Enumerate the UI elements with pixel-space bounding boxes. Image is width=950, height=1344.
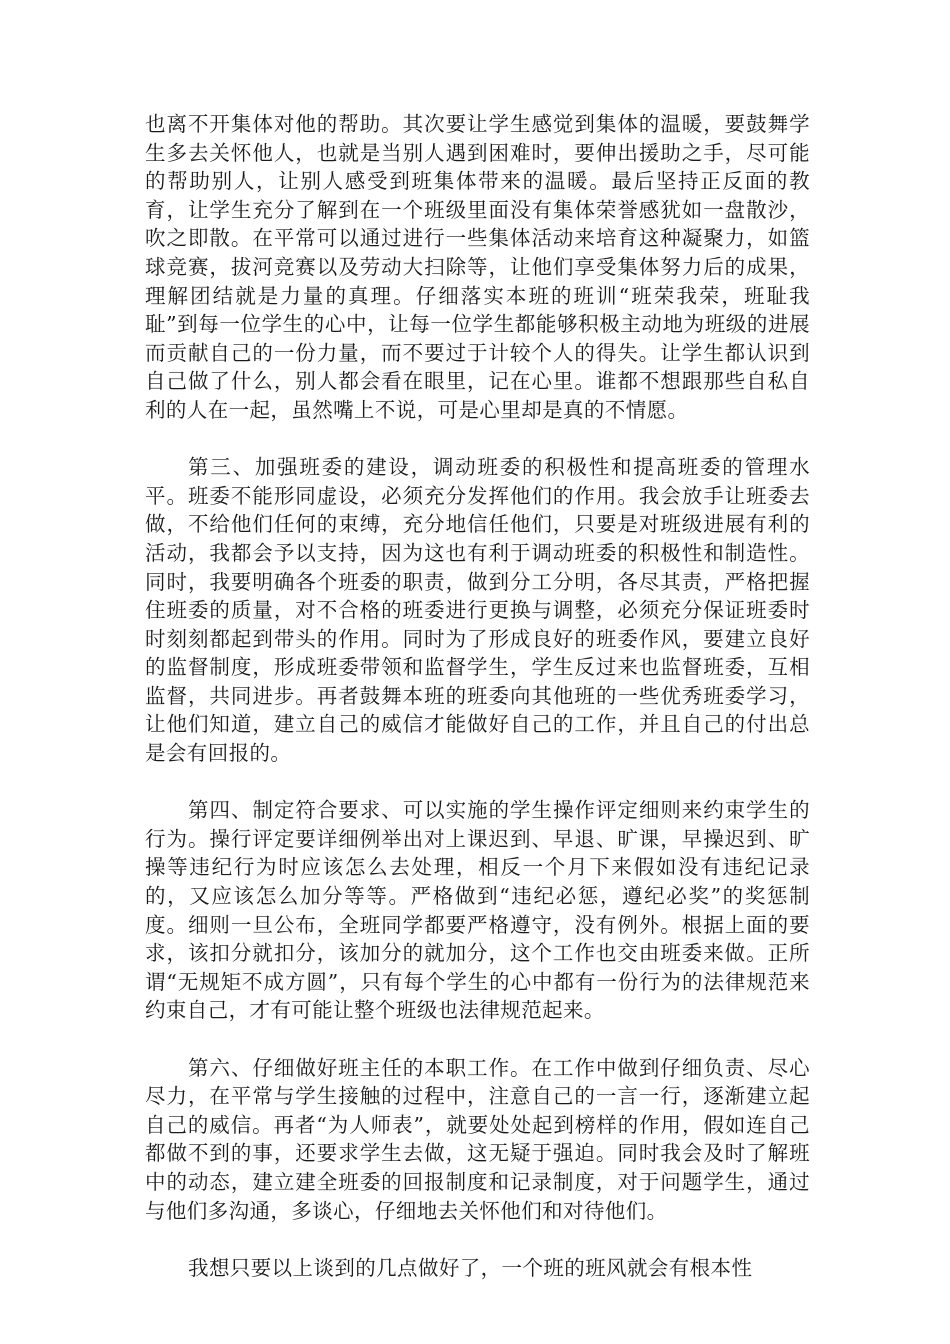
document-page [145,110,810,1311]
paragraph-point-three: 第三、加强班委的建设，调动班委的积极性和提高班委的管理水平。班委不能形同虚设，必须充分发挥他们的作用。我会放手让班委去做，不给他们任何的束缚，充分地信任他们，只要是对班级进展有利的活动，我都会予以支持，因为这也有利于调动班委的积极性和制造性。同时，我要明确各个班委的职责，做到分工分明，各尽其责，严格把握住班委的质量，对不合格的班委进行更换与调整，必须充分保证班委时时刻刻都起到带头的作用。同时为了形成良好的班委作风，要建立良好的监督制度，形成班委带领和监督学生，学生反过来也监督班委，互相监督，共同进步。再者鼓舞本班的班委向其他班的一些优秀班委学习，让他们知道，建立自己的威信才能做好自己的工作，并且自己的付出总是会有回报的。 [145,455,810,766]
paragraph-point-six: 第六、仔细做好班主任的本职工作。在工作中做到仔细负责、尽心尽力，在平常与学生接触的过程中，注意自己的一言一行，逐渐建立起自己的威信。再者“为人师表”，就要处处起到榜样的作用，假如连自己都做不到的事，还要求学生去做，这无疑于强迫。同时我会及时了解班中的动态，建立建全班委的回报制度和记录制度，对于问题学生，通过与他们多沟通，多谈心，仔细地去关怀他们和对待他们。 [145,1055,810,1223]
paragraph-continuation: 也离不开集体对他的帮助。其次要让学生感觉到集体的温暖，要鼓舞学生多去关怀他人，也就是当别人遇到困难时，要伸出援助之手，尽可能的帮助别人，让别人感受到班集体带来的温暖。最后坚持正反面的教育，让学生充分了解到在一个班级里面没有集体荣誉感犹如一盘散沙，吹之即散。在平常可以通过进行一些集体活动来培育这种凝聚力，如篮球竞赛，拔河竞赛以及劳动大扫除等，让他们享受集体努力后的成果，理解团结就是力量的真理。仔细落实本班的班训“班荣我荣，班耻我耻”到每一位学生的心中，让每一位学生都能够积极主动地为班级的进展而贡献自己的一份力量，而不要过于计较个人的得失。让学生都认识到自己做了什么，别人都会看在眼里，记在心里。谁都不想跟那些自私自利的人在一起，虽然嘴上不说，可是心里却是真的不情愿。 [145,112,810,422]
paragraph-point-four: 第四、制定符合要求、可以实施的学生操作评定细则来约束学生的行为。操行评定要详细例举出对上课迟到、早退、旷课，早操迟到、旷操等违纪行为时应该怎么去处理，相反一个月下来假如没有违纪记录的，又应该怎么加分等等。严格做到“违纪必惩，遵纪必奖”的奖惩制度。细则一旦公布，全班同学都要严格遵守，没有例外。根据上面的要求，该扣分就扣分，该加分的就加分，这个工作也交由班委来做。正所谓“无规矩不成方圆”，只有每个学生的心中都有一份行为的法律规范来约束自己，才有可能让整个班级也法律规范起来。 [145,798,810,1023]
paragraph-conclusion: 我想只要以上谈到的几点做好了，一个班的班风就会有根本性 [188,1255,753,1280]
